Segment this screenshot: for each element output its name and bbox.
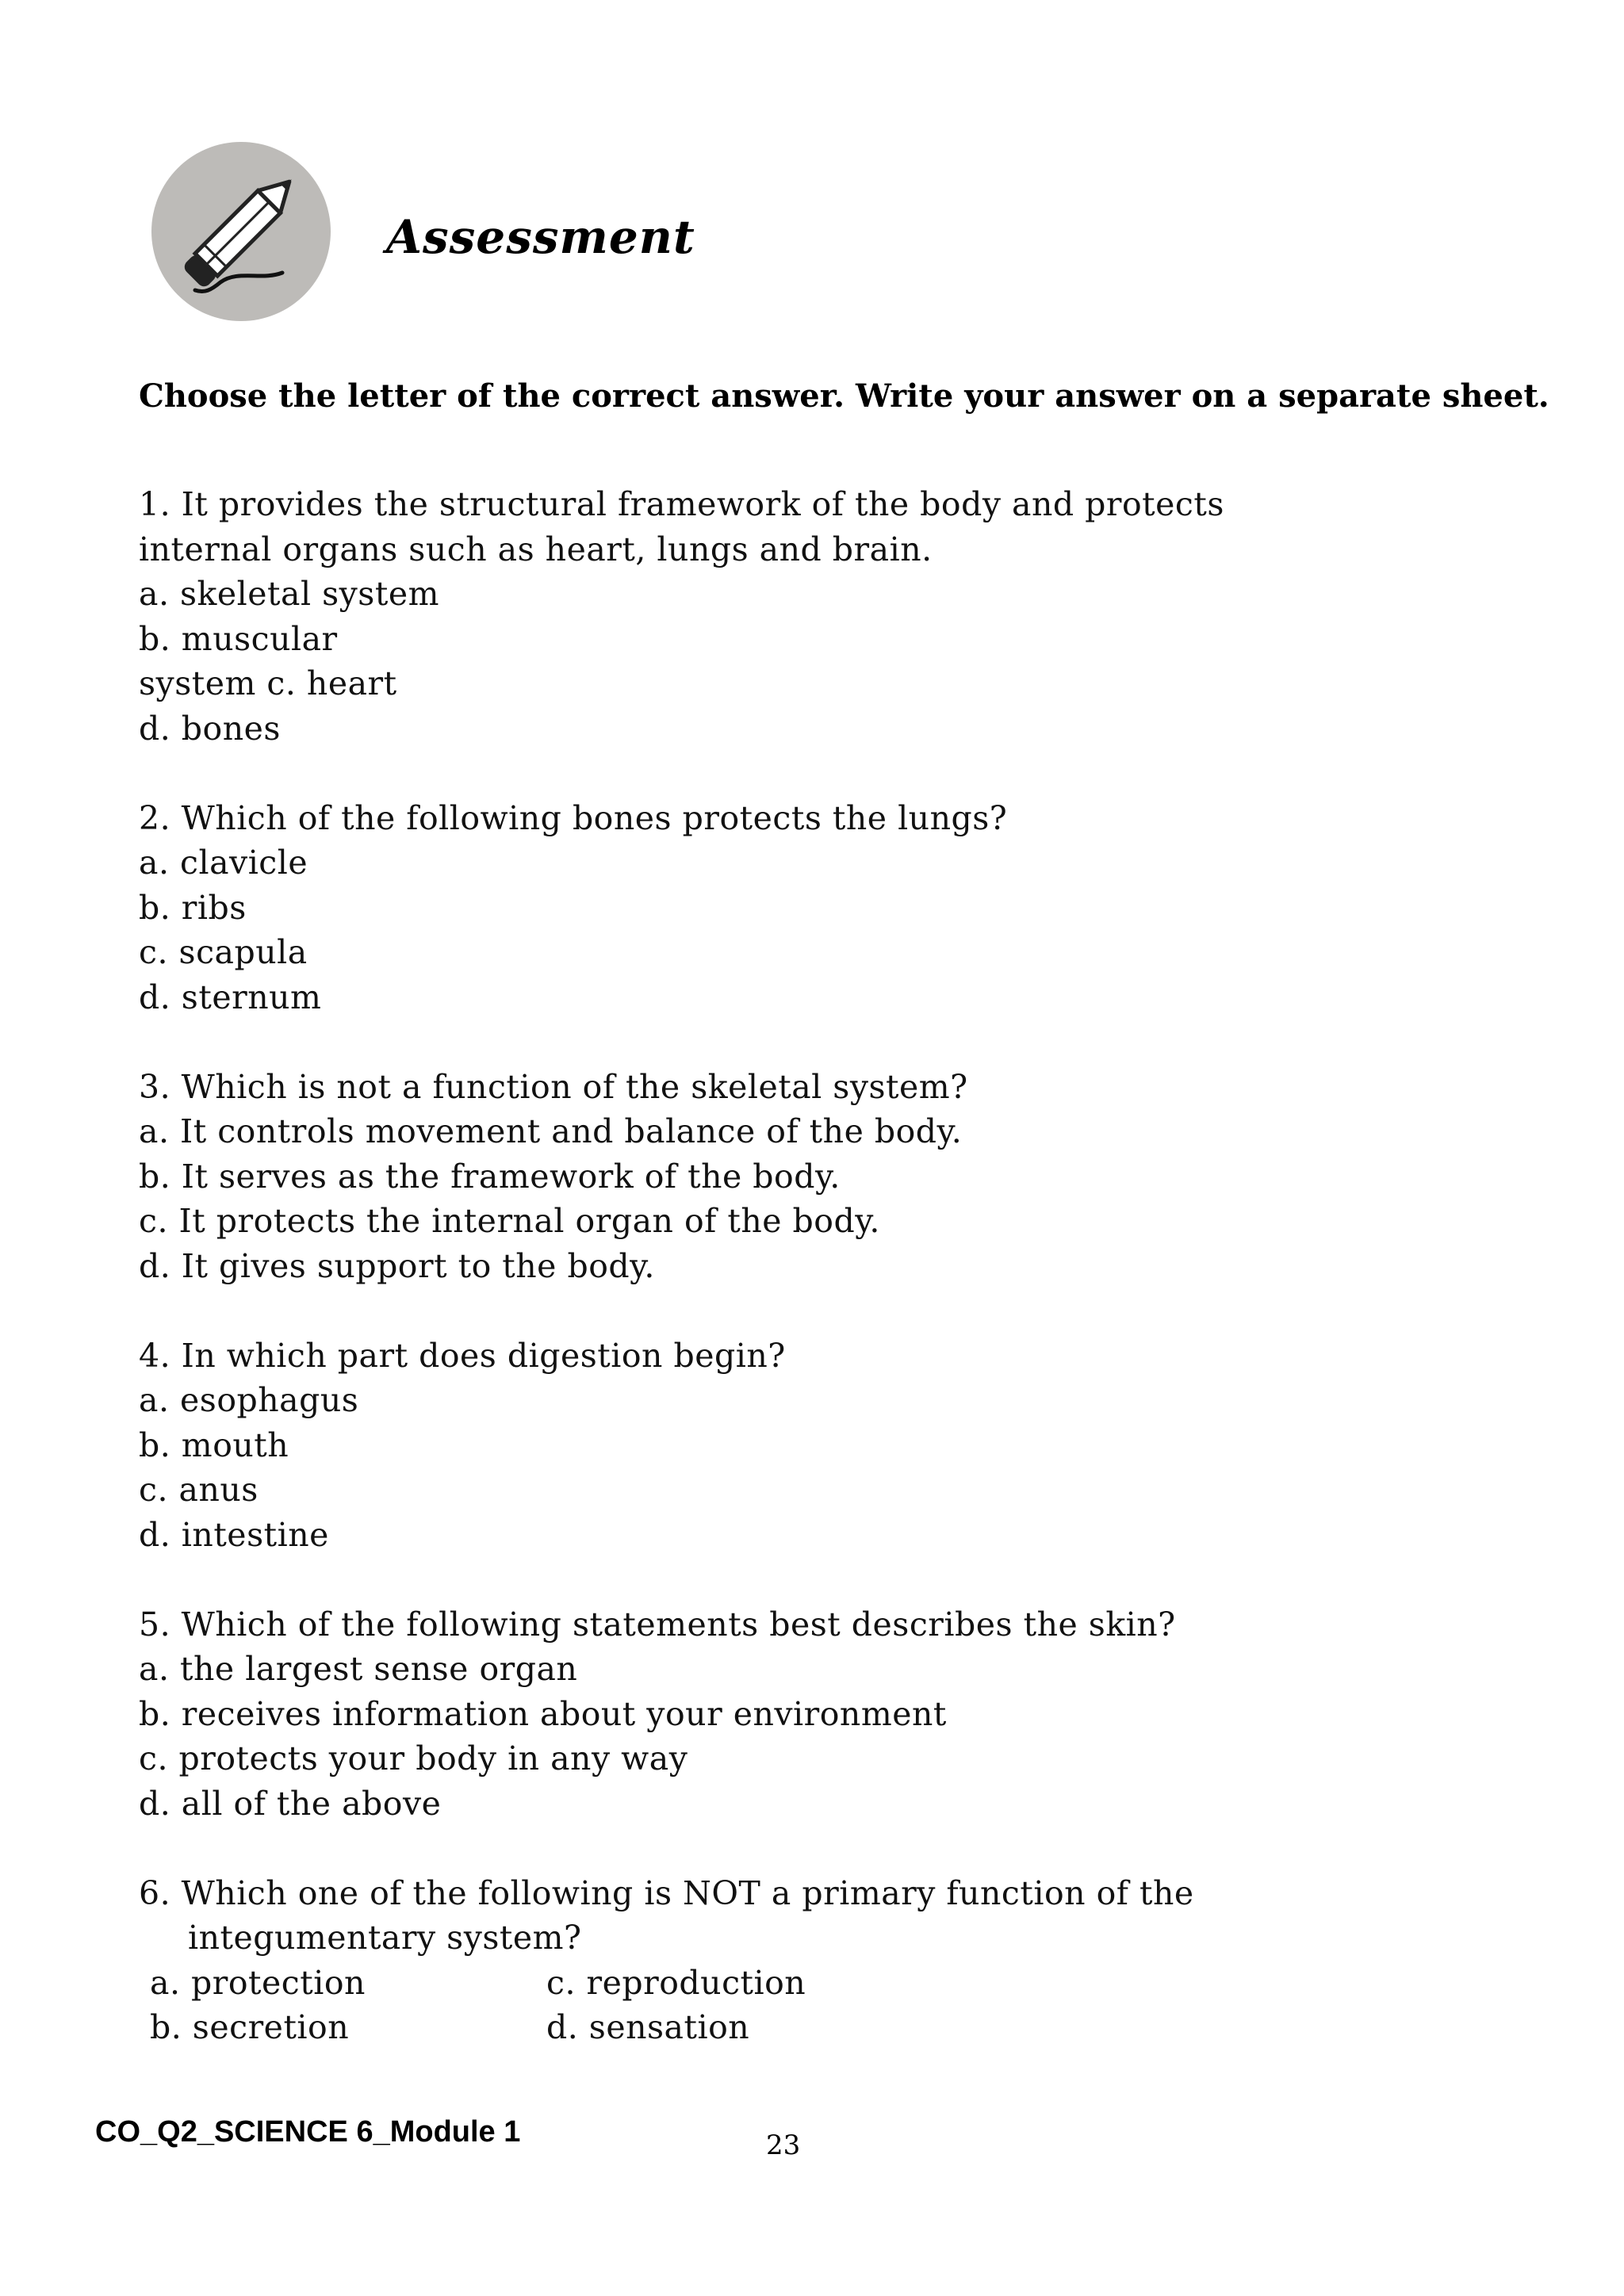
answer-choice: a. clavicle (139, 844, 308, 882)
answer-choice: c. reproduction (546, 1963, 806, 2002)
module-code: CO_Q2_SCIENCE 6_Module 1 (95, 2115, 521, 2149)
answer-row (139, 2005, 1582, 2050)
question-stem: integumentary system? (188, 1919, 582, 1957)
answer-choice: a. skeletal system (139, 575, 439, 613)
question-6 (139, 1871, 1582, 2050)
answer-choice: b. muscular (139, 619, 338, 658)
answer-choice: d. bones (139, 709, 281, 748)
answer-choice: d. all of the above (139, 1784, 442, 1823)
question-stem: 3. Which is not a function of the skeletal system? (139, 1067, 968, 1106)
answer-choice: a. the largest sense organ (139, 1650, 578, 1688)
answer-choice: b. mouth (139, 1425, 289, 1464)
question-stem: 5. Which of the following statements best describes the skin? (139, 1605, 1176, 1644)
pencil-icon (151, 141, 331, 322)
question-stem: internal organs such as heart, lungs and brain. (139, 530, 933, 568)
answer-choice: a. protection (150, 1963, 366, 2002)
question-1 (139, 482, 1582, 751)
answer-choice: c. protects your body in any way (139, 1739, 688, 1777)
question-stem: 4. In which part does digestion begin? (139, 1336, 786, 1375)
question-stem: 6. Which one of the following is NOT a primary function of the (139, 1873, 1194, 1912)
answer-choice: d. sensation (546, 2008, 750, 2046)
answer-choice: b. ribs (139, 888, 247, 927)
question-4 (139, 1334, 1582, 1558)
answer-choice: system c. heart (139, 664, 397, 702)
answer-choice: c. scapula (139, 933, 308, 971)
question-3 (139, 1065, 1582, 1289)
answer-choice: c. anus (139, 1471, 259, 1509)
answer-choice: b. It serves as the framework of the body. (139, 1157, 841, 1196)
page-title: Assessment (386, 210, 695, 264)
answer-choice: a. esophagus (139, 1381, 359, 1419)
answer-choice: d. intestine (139, 1515, 329, 1554)
question-stem: 2. Which of the following bones protects the lungs? (139, 798, 1008, 837)
answer-choice: d. sternum (139, 978, 322, 1016)
answer-choice: a. It controls movement and balance of the body. (139, 1112, 963, 1150)
question-stem: 1. It provides the structural framework of the body and protects (139, 485, 1224, 523)
question-2 (139, 796, 1582, 1020)
instructions: Choose the letter of the correct answer. Write your answer on a separate sheet. (139, 377, 1549, 415)
question-list (139, 482, 1582, 2095)
answer-row (139, 1961, 1582, 2006)
answer-choice: c. It protects the internal organ of the body. (139, 1202, 880, 1240)
answer-choice: b. secretion (150, 2008, 350, 2046)
question-5 (139, 1602, 1582, 1827)
page-number: 23 (766, 2130, 801, 2161)
answer-choice: d. It gives support to the body. (139, 1246, 655, 1285)
answer-choice: b. receives information about your environment (139, 1694, 947, 1733)
